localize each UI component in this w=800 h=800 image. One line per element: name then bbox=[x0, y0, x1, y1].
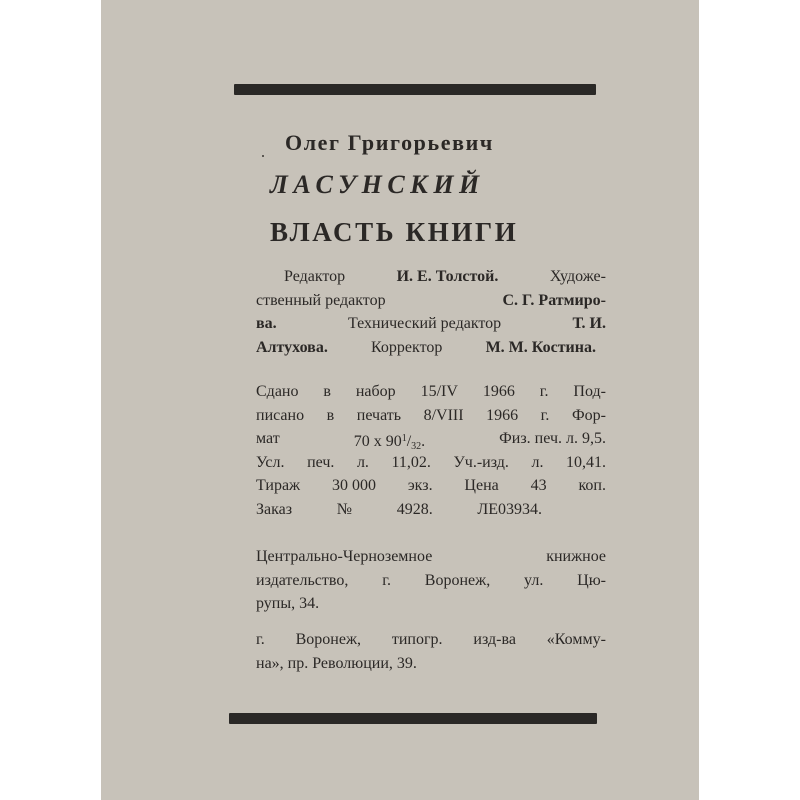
word: Центрально-Черноземное bbox=[256, 548, 433, 565]
print-line bbox=[256, 451, 606, 475]
word: л. bbox=[356, 453, 369, 471]
format-sub: 32 bbox=[411, 441, 422, 452]
word: 1966 bbox=[486, 406, 519, 424]
word: набор bbox=[355, 383, 396, 400]
proofreader-name: М. М. Костина. bbox=[485, 338, 596, 356]
physical-sheets: Физ. печ. л. 9,5. bbox=[499, 430, 606, 447]
word: коп. bbox=[578, 477, 606, 494]
publisher-line bbox=[256, 545, 606, 569]
top-rule bbox=[234, 84, 596, 95]
word: Заказ bbox=[256, 500, 293, 518]
book-title: ВЛАСТЬ КНИГИ bbox=[270, 217, 519, 247]
word: Воронеж, bbox=[424, 571, 491, 589]
word: типогр. bbox=[391, 631, 443, 648]
author-last-name: ЛАСУНСКИЙ bbox=[270, 170, 485, 199]
editor-role: Редактор bbox=[284, 268, 346, 285]
word: 4928. bbox=[396, 500, 433, 518]
format-slash: / bbox=[406, 433, 412, 450]
art-editor-role-part: Художе- bbox=[549, 268, 606, 285]
publisher-line bbox=[256, 569, 606, 593]
ink-speck bbox=[262, 155, 264, 157]
word: издательство, bbox=[256, 571, 349, 589]
editor-name: И. Е. Толстой. bbox=[396, 268, 499, 285]
word: экз. bbox=[407, 477, 433, 494]
word: Фор- bbox=[571, 406, 606, 424]
editors-line bbox=[256, 312, 606, 336]
word: 30 000 bbox=[331, 477, 376, 494]
print-line bbox=[256, 498, 542, 522]
art-editor-role: ственный редактор bbox=[256, 291, 386, 309]
word: писано bbox=[256, 406, 305, 424]
publisher-block bbox=[256, 545, 606, 616]
word: г. bbox=[540, 406, 550, 424]
word: 8/VIII bbox=[423, 406, 464, 424]
word: 10,41. bbox=[566, 453, 606, 471]
format-value bbox=[354, 427, 425, 451]
print-line bbox=[256, 404, 606, 428]
word: ЛЕ03934. bbox=[477, 500, 542, 518]
word: 43 bbox=[530, 477, 547, 494]
word: Усл. bbox=[256, 453, 285, 471]
word: Под- bbox=[573, 383, 606, 400]
word: 1966 bbox=[482, 383, 515, 400]
tech-editor-role: Технический редактор bbox=[347, 315, 502, 332]
bottom-rule bbox=[229, 713, 597, 724]
editors-block bbox=[256, 265, 606, 359]
publisher-line bbox=[256, 592, 606, 616]
word: в bbox=[323, 383, 331, 400]
word: Цю- bbox=[577, 571, 606, 589]
printing-house-line bbox=[256, 628, 606, 652]
word: Цена bbox=[464, 477, 499, 494]
format-dot: . bbox=[421, 433, 426, 450]
word: изд-ва bbox=[473, 631, 516, 648]
word: 15/IV bbox=[420, 383, 458, 400]
word: «Комму- bbox=[546, 631, 606, 648]
art-editor-name-end: ва. bbox=[256, 315, 277, 332]
art-editor-name: С. Г. Ратмиро- bbox=[502, 291, 606, 309]
word: мат bbox=[256, 430, 280, 447]
word: книжное bbox=[546, 548, 606, 565]
word: на», пр. Революции, 39. bbox=[256, 654, 417, 672]
printing-house-line bbox=[256, 652, 606, 676]
word: л. bbox=[531, 453, 544, 471]
tech-editor-initials: Т. И. bbox=[572, 315, 606, 332]
word: г. bbox=[382, 571, 391, 589]
word: ул. bbox=[524, 571, 544, 589]
word: № bbox=[336, 500, 353, 518]
word: Сдано bbox=[256, 383, 299, 400]
word: рупы, 34. bbox=[256, 595, 320, 612]
printing-house-block bbox=[256, 628, 606, 675]
print-details-block bbox=[256, 380, 606, 521]
tech-editor-surname: Алтухова. bbox=[256, 338, 328, 356]
print-line bbox=[256, 380, 606, 404]
word: Тираж bbox=[256, 477, 301, 494]
word: г. bbox=[539, 383, 549, 400]
word: печать bbox=[356, 406, 402, 424]
word: 11,02. bbox=[391, 453, 431, 471]
word: Воронеж, bbox=[295, 631, 362, 648]
editors-line bbox=[256, 289, 606, 313]
print-line bbox=[256, 474, 606, 498]
format-main: 70 x 90 bbox=[353, 433, 402, 450]
format-sup: 1 bbox=[401, 433, 407, 444]
editors-line bbox=[256, 336, 596, 360]
print-line bbox=[256, 427, 606, 451]
word: печ. bbox=[307, 453, 335, 471]
word: г. bbox=[256, 631, 265, 648]
author-first-name: Олег Григорьевич bbox=[285, 130, 494, 155]
word: в bbox=[326, 406, 335, 424]
proofreader-role: Корректор bbox=[371, 338, 443, 356]
editors-line bbox=[256, 265, 606, 289]
word: Уч.-изд. bbox=[453, 453, 509, 471]
